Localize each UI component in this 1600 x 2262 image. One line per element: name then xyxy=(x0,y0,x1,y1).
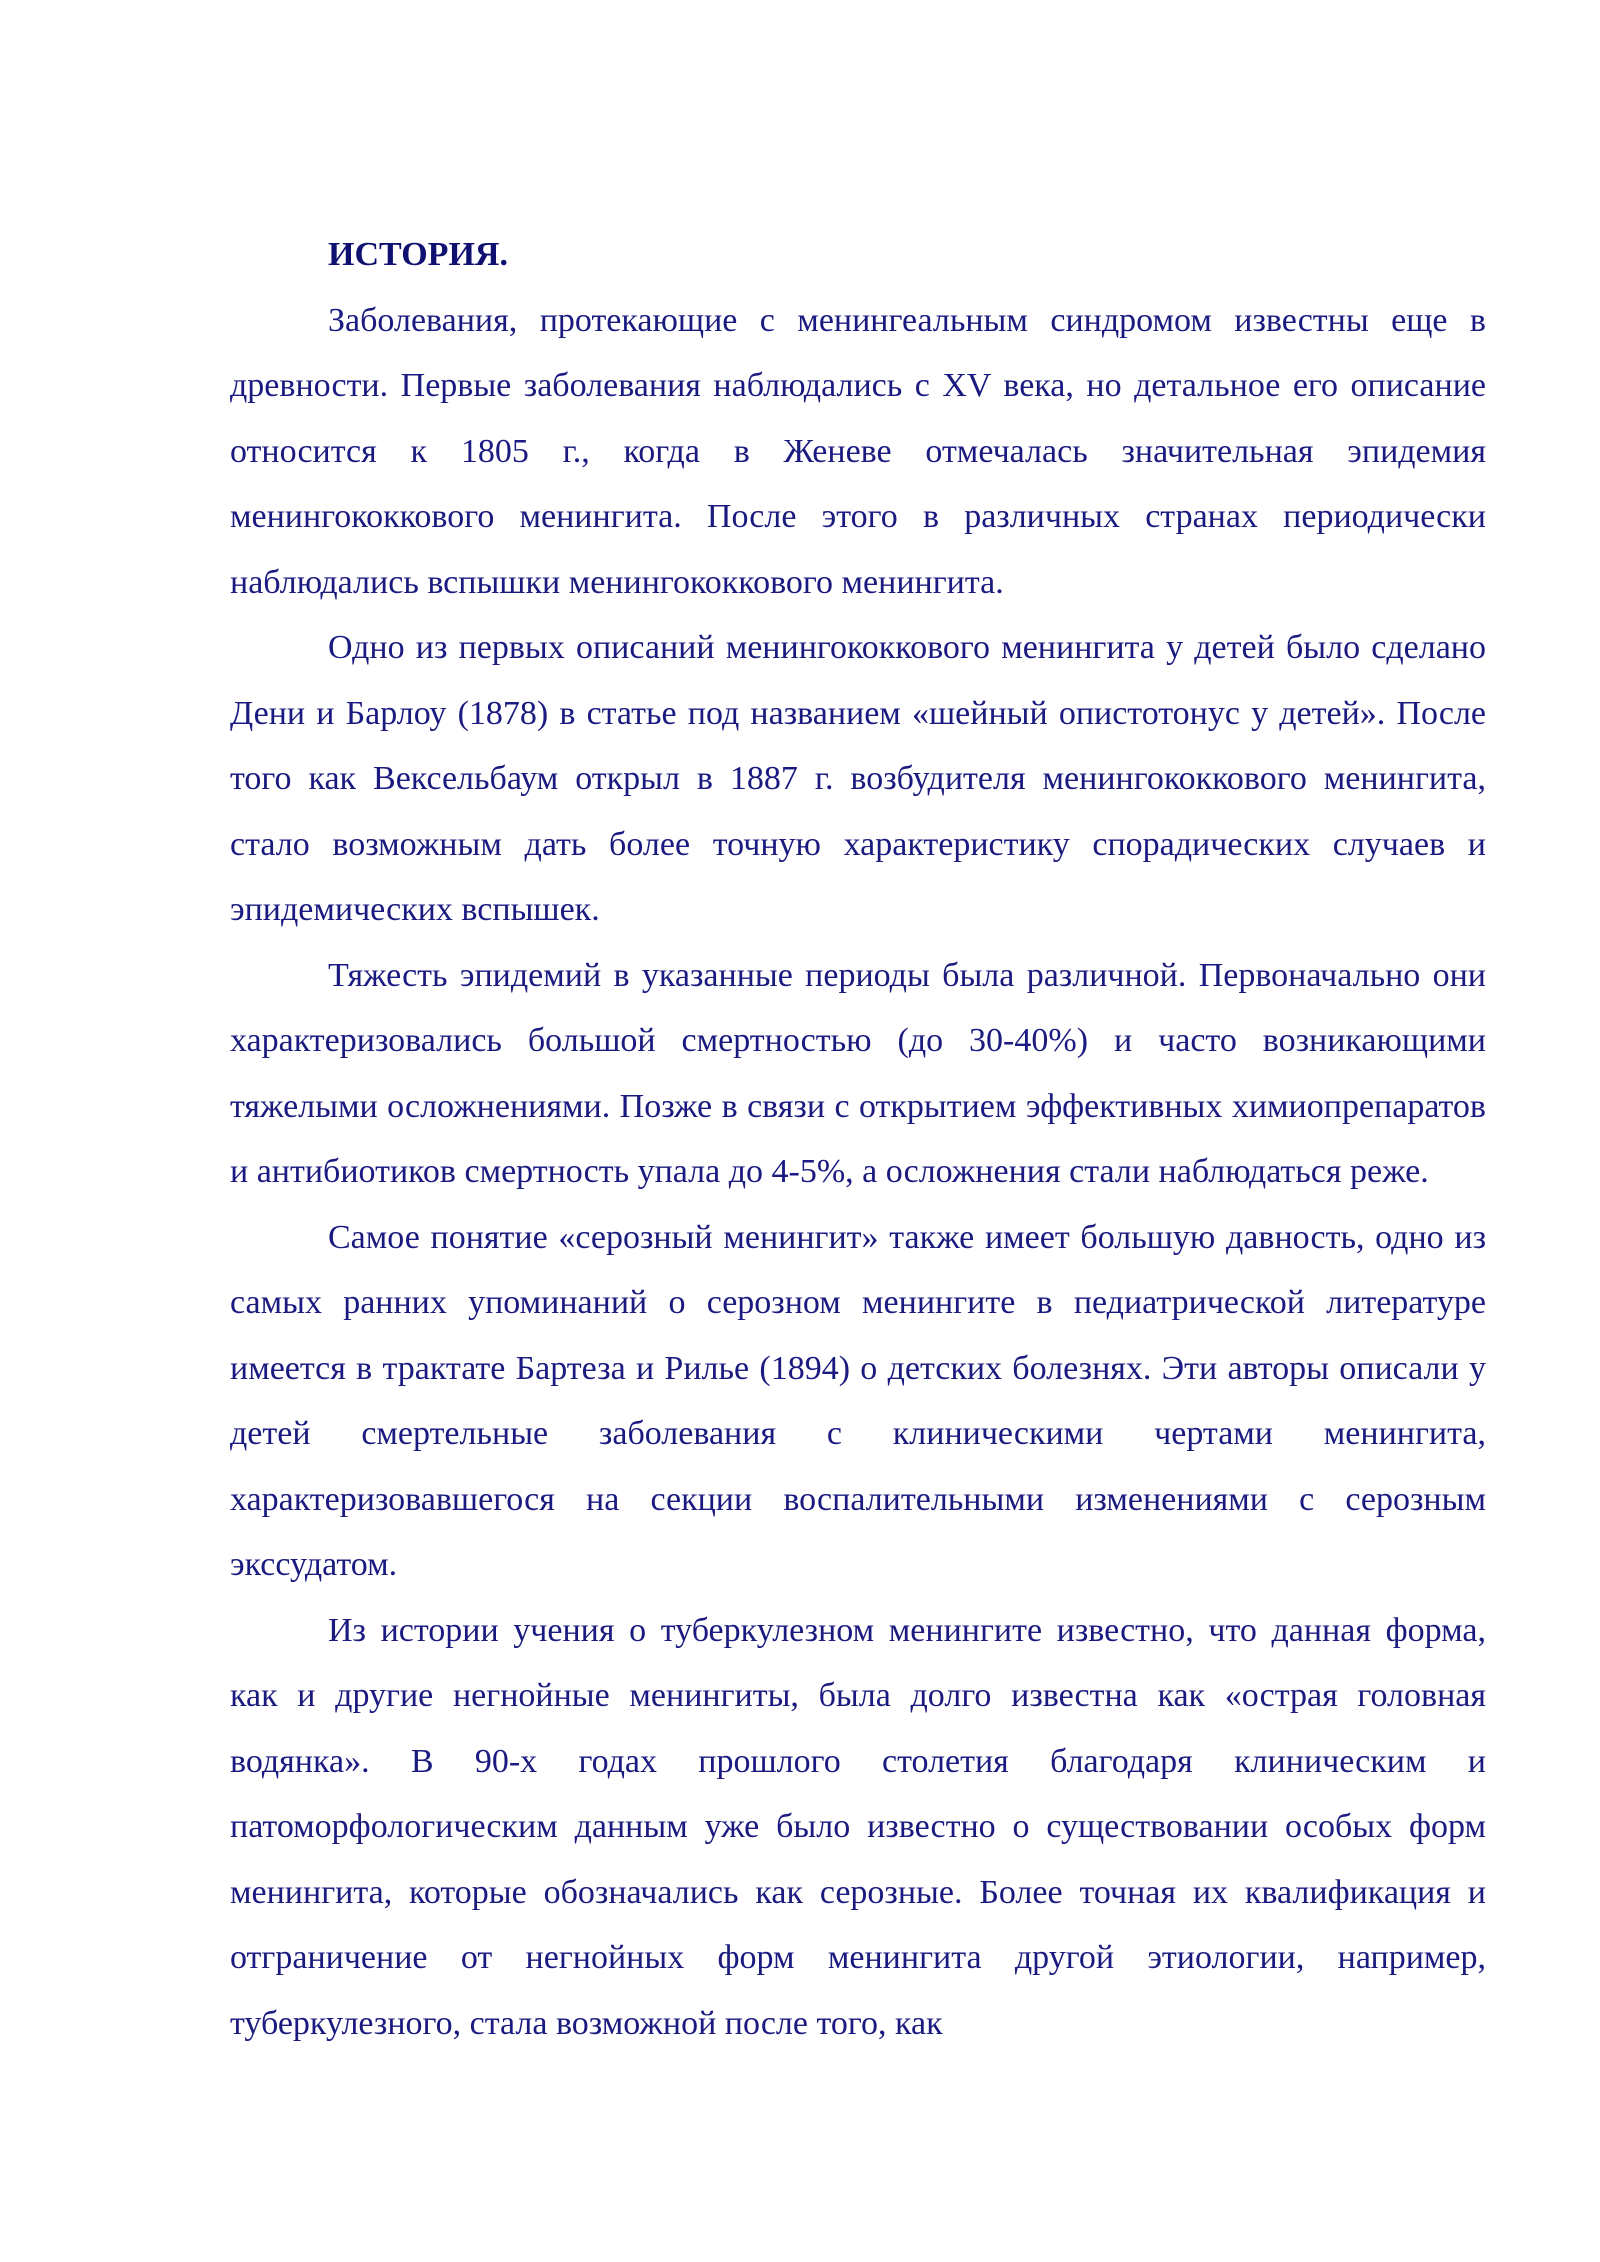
paragraph-1: Заболевания, протекающие с менингеальным синдромом известны еще в древности. Первые заболевания наблюдались с XV века, но детальное его описание относится к 1805 г., когда в Женеве отмечалась значительная эпидемия менингококкового менингита. После этого в различных странах периодически наблюдались вспышки менингококкового менингита. xyxy=(230,301,1486,601)
paragraph-5: Из истории учения о туберкулезном менингите известно, что данная форма, как и другие негнойные менингиты, была долго известна как «острая головная водянка». В 90-х годах прошлого столетия благодаря клиническим и патоморфологическим данным уже было известно о существовании особых форм менингита, которые обозначались как серозные. Более точная их квалификация и отграничение от негнойных форм менингита другой этиологии, например, туберкулезного, стала возможной после того, как xyxy=(230,1611,1486,2042)
paragraph-2: Одно из первых описаний менингококкового менингита у детей было сделано Дени и Барлоу (1878) в статье под названием «шейный опистотонус у детей». После того как Вексельбаум открыл в 1887 г. возбудителя менингококкового менингита, стало возможным дать более точную характеристику спорадических случаев и эпидемических вспышек. xyxy=(230,629,1486,928)
section-heading: ИСТОРИЯ. xyxy=(328,236,508,273)
document-body xyxy=(230,222,1486,2056)
paragraph-4: Самое понятие «серозный менингит» также имеет большую давность, одно из самых ранних упоминаний о серозном менингите в педиатрической литературе имеется в трактате Бартеза и Рилье (1894) о детских болезнях. Эти авторы описали у детей смертельные заболевания с клиническими чертами менингита, характеризовавшегося на секции воспалительными изменениями с серозным экссудатом. xyxy=(230,1218,1486,1583)
paragraph-3: Тяжесть эпидемий в указанные периоды была различной. Первоначально они характеризовались большой смертностью (до 30-40%) и часто возникающими тяжелыми осложнениями. Позже в связи с открытием эффективных химиопрепаратов и антибиотиков смертность упала до 4-5%, а осложнения стали наблюдаться реже. xyxy=(230,956,1486,1190)
